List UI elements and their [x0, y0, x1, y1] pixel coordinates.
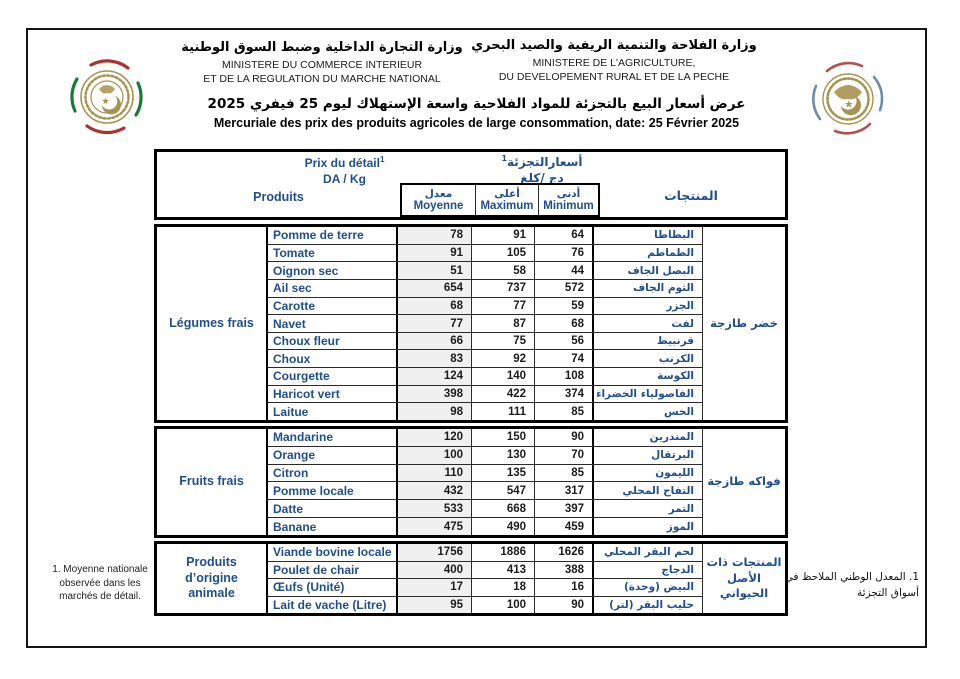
table-row: [268, 447, 702, 465]
commerce-ministry-name-fr: [172, 59, 472, 86]
product-name-fr: Mandarine: [268, 429, 398, 446]
price-label-ar: أسعارالتجزئة: [507, 155, 583, 169]
maximum-label-ar: أعلى: [494, 187, 520, 200]
price-minimum: 397: [535, 500, 594, 517]
table-row: [268, 245, 702, 263]
product-name-ar: لفت: [671, 317, 694, 330]
table-row: [268, 465, 702, 483]
price-minimum: 572: [535, 280, 594, 297]
price-minimum: 56: [535, 333, 594, 350]
price-maximum: 77: [472, 298, 535, 315]
column-header-minimum: [539, 185, 598, 215]
price-moyenne: 68: [398, 298, 472, 315]
price-moyenne: 654: [398, 280, 472, 297]
price-label-fr: Prix du détail: [304, 156, 380, 170]
group-rows: [268, 544, 702, 613]
product-name-ar: التمر: [668, 502, 694, 515]
price-moyenne: 398: [398, 386, 472, 403]
agriculture-ministry-fr-line2: DU DEVELOPEMENT RURAL ET DE LA PECHE: [498, 70, 730, 83]
price-minimum: 374: [535, 386, 594, 403]
commerce-ministry-fr-line2: ET DE LA REGULATION DU MARCHE NATIONAL: [203, 72, 441, 85]
product-name-ar: الكرنب: [658, 352, 694, 365]
price-minimum: 90: [535, 597, 594, 614]
product-name-ar: الفاصولياء الخضراء: [596, 388, 694, 401]
price-minimum: 1626: [535, 544, 594, 561]
product-name-fr: Haricot vert: [268, 386, 398, 403]
footnote-ar: 1. المعدل الوطني الملاحظ في أسواق التجزئة: [784, 571, 919, 599]
product-name-fr: Laitue: [268, 403, 398, 420]
price-moyenne: 124: [398, 368, 472, 385]
table-row: [268, 500, 702, 518]
product-group-box: [154, 541, 788, 616]
product-name-fr: Datte: [268, 500, 398, 517]
price-moyenne: 475: [398, 518, 472, 535]
price-maximum: 130: [472, 447, 535, 464]
price-moyenne: 110: [398, 465, 472, 482]
price-minimum: 70: [535, 447, 594, 464]
agriculture-ministry-block: [464, 39, 764, 84]
product-name-ar: البصل الجاف: [627, 264, 694, 277]
price-moyenne: 83: [398, 350, 472, 367]
price-minimum: 16: [535, 579, 594, 596]
agriculture-ministry-fr-line1: MINISTERE DE L'AGRICULTURE,: [532, 56, 696, 69]
group-rows: [268, 227, 702, 420]
product-name-ar: المندرين: [649, 431, 694, 444]
product-name-ar: الطماطم: [647, 246, 694, 259]
product-group-box: [154, 426, 788, 538]
table-row: [268, 518, 702, 535]
price-unit-fr: DA / Kg: [323, 172, 366, 187]
table-row: [268, 562, 702, 580]
price-moyenne: 91: [398, 245, 472, 262]
footnote-ref-fr: 1: [379, 155, 385, 164]
table-row: [268, 482, 702, 500]
column-header-maximum: [476, 185, 539, 215]
product-name-ar: البطاطا: [654, 229, 694, 242]
price-maximum: 668: [472, 500, 535, 517]
footnote-fr: 1. Moyenne nationale observée dans les marchés de détail.: [52, 564, 148, 602]
moyenne-label-fr: Moyenne: [413, 199, 464, 212]
price-minimum: 68: [535, 315, 594, 332]
price-maximum: 100: [472, 597, 535, 614]
product-name-fr: Poulet de chair: [268, 562, 398, 579]
product-name-ar: حليب البقر (لتر): [609, 598, 694, 611]
product-name-ar: التفاح المحلي: [622, 484, 694, 497]
price-moyenne: 51: [398, 262, 472, 279]
stat-columns-header: [400, 183, 600, 217]
product-name-fr: Ail sec: [268, 280, 398, 297]
product-name-fr: Citron: [268, 465, 398, 482]
price-header-ar: [457, 154, 627, 186]
table-row: [268, 315, 702, 333]
table-row: [268, 350, 702, 368]
price-moyenne: 100: [398, 447, 472, 464]
column-header-moyenne: [402, 185, 476, 215]
product-name-ar: الجزر: [666, 299, 694, 312]
price-moyenne: 17: [398, 579, 472, 596]
price-maximum: 91: [472, 227, 535, 244]
table-row: [268, 429, 702, 447]
table-row: [268, 403, 702, 420]
price-minimum: 388: [535, 562, 594, 579]
price-unit-ar: دج /كلغ: [520, 170, 564, 185]
product-name-fr: Lait de vache (Litre): [268, 597, 398, 614]
group-label-fr: Fruits frais: [157, 429, 268, 535]
table-header: [154, 149, 788, 220]
price-minimum: 459: [535, 518, 594, 535]
column-header-produits: Produits: [253, 190, 304, 204]
product-name-fr: Orange: [268, 447, 398, 464]
price-maximum: 737: [472, 280, 535, 297]
group-rows: [268, 429, 702, 535]
product-name-fr: Courgette: [268, 368, 398, 385]
table-row: [268, 597, 702, 614]
price-table: [154, 149, 788, 616]
table-row: [268, 227, 702, 245]
price-minimum: 74: [535, 350, 594, 367]
price-moyenne: 120: [398, 429, 472, 446]
table-row: [268, 386, 702, 404]
product-name-fr: Oignon sec: [268, 262, 398, 279]
product-name-ar: الخس: [664, 405, 694, 418]
price-maximum: 75: [472, 333, 535, 350]
price-maximum: 547: [472, 482, 535, 499]
product-name-fr: Œufs (Unité): [268, 579, 398, 596]
price-minimum: 76: [535, 245, 594, 262]
minimum-label-fr: Minimum: [543, 199, 594, 212]
commerce-ministry-block: [172, 41, 472, 86]
group-label-ar: المنتجات ذات الأصل الحيواني: [702, 544, 785, 613]
document-title-ar: عرض أسعار البيع بالتجزئة للمواد الفلاحية واسعة الإستهلاك ليوم 25 فيفري 2025: [207, 96, 746, 112]
group-label-ar: خضر طازجة: [702, 227, 785, 420]
group-label-ar: فواكه طازجة: [702, 429, 785, 535]
price-minimum: 64: [535, 227, 594, 244]
price-maximum: 1886: [472, 544, 535, 561]
agriculture-ministry-name-fr: [464, 57, 764, 84]
commerce-ministry-name-ar: وزارة التجارة الداخلية وضبط السوق الوطنية: [181, 40, 463, 55]
price-maximum: 140: [472, 368, 535, 385]
product-name-fr: Navet: [268, 315, 398, 332]
product-name-fr: Choux: [268, 350, 398, 367]
price-maximum: 18: [472, 579, 535, 596]
product-name-ar: الموز: [666, 520, 694, 533]
group-label-fr: Produits d’origine animale: [157, 544, 268, 613]
maximum-label-fr: Maximum: [480, 199, 534, 212]
product-name-fr: Choux fleur: [268, 333, 398, 350]
product-group-box: [154, 224, 788, 423]
price-minimum: 44: [535, 262, 594, 279]
product-name-ar: قرنبيط: [656, 335, 694, 348]
product-name-ar: الدجاج: [661, 563, 694, 576]
product-name-ar: الليمون: [655, 467, 694, 480]
table-row: [268, 333, 702, 351]
footnote-ref-ar: 1: [501, 154, 508, 163]
price-moyenne: 98: [398, 403, 472, 420]
product-name-ar: الكوسة: [657, 370, 694, 383]
moyenne-label-ar: معدل: [424, 187, 453, 200]
price-minimum: 85: [535, 465, 594, 482]
agriculture-ministry-name-ar: وزارة الفلاحة والتنمية الريفية والصيد البحري: [471, 38, 757, 53]
price-moyenne: 78: [398, 227, 472, 244]
price-maximum: 87: [472, 315, 535, 332]
product-name-ar: لحم البقر المحلي: [603, 546, 694, 559]
price-moyenne: 533: [398, 500, 472, 517]
table-row: [268, 262, 702, 280]
product-name-ar: البرتقال: [651, 449, 694, 462]
product-name-ar: الثوم الجاف: [632, 282, 694, 295]
product-name-ar: البيض (وحدة): [623, 581, 694, 594]
table-row: [268, 298, 702, 316]
price-moyenne: 1756: [398, 544, 472, 561]
product-name-fr: Viande bovine locale: [268, 544, 398, 561]
price-maximum: 413: [472, 562, 535, 579]
price-maximum: 58: [472, 262, 535, 279]
price-minimum: 90: [535, 429, 594, 446]
price-minimum: 108: [535, 368, 594, 385]
product-name-fr: Pomme locale: [268, 482, 398, 499]
price-minimum: 85: [535, 403, 594, 420]
product-name-fr: Tomate: [268, 245, 398, 262]
price-maximum: 92: [472, 350, 535, 367]
price-maximum: 105: [472, 245, 535, 262]
price-maximum: 135: [472, 465, 535, 482]
commerce-ministry-fr-line1: MINISTERE DU COMMERCE INTERIEUR: [221, 58, 423, 71]
product-name-fr: Banane: [268, 518, 398, 535]
column-header-produits-ar: المنتجات: [664, 188, 718, 203]
page-border-frame: [26, 28, 927, 648]
price-moyenne: 400: [398, 562, 472, 579]
price-minimum: 59: [535, 298, 594, 315]
price-maximum: 150: [472, 429, 535, 446]
price-moyenne: 95: [398, 597, 472, 614]
price-minimum: 317: [535, 482, 594, 499]
price-moyenne: 66: [398, 333, 472, 350]
product-name-fr: Pomme de terre: [268, 227, 398, 244]
table-row: [268, 544, 702, 562]
price-maximum: 111: [472, 403, 535, 420]
product-name-fr: Carotte: [268, 298, 398, 315]
table-row: [268, 579, 702, 597]
minimum-label-ar: أدنى: [556, 187, 581, 200]
price-moyenne: 432: [398, 482, 472, 499]
price-moyenne: 77: [398, 315, 472, 332]
price-maximum: 490: [472, 518, 535, 535]
table-row: [268, 280, 702, 298]
table-row: [268, 368, 702, 386]
price-maximum: 422: [472, 386, 535, 403]
document-title-fr: Mercuriale des prix des produits agricoles de large consommation, date: 25 Février 2025: [213, 116, 740, 130]
group-label-fr: Légumes frais: [157, 227, 268, 420]
